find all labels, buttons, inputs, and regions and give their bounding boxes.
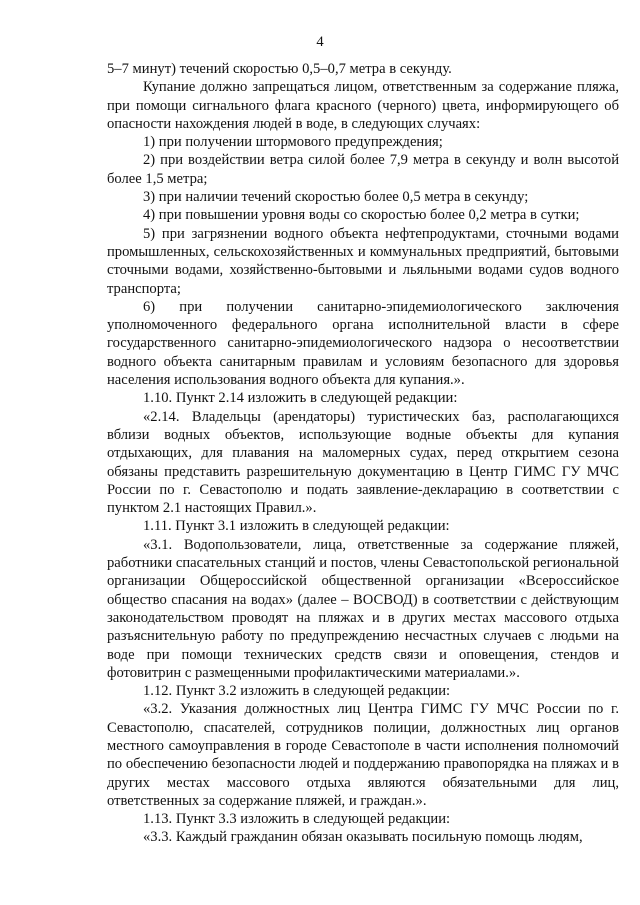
document-body [107,60,619,847]
paragraph-bathing-prohibition: Купание должно запрещаться лицом, ответственным за содержание пляжа, при помощи сигнального флага красного (черного) цвета, информирующего об опасности нахождения людей в воде, в следующих случаях: [107,79,619,132]
list-item-1: 1) при получении штормового предупреждения; [143,134,443,151]
clause-1-13: 1.13. Пункт 3.3 изложить в следующей редакции: [143,811,451,828]
clause-3-2-text: «3.2. Указания должностных лиц Центра ГИМС ГУ МЧС России по г. Севастополю, спасателей, сотрудников полиции, должностных лиц органов местного самоуправления в городе Севастополе в части исполнения полномочий по обеспечению безопасности людей и поддержанию правопорядка на пляжах и в других местах массового отдыха являются обязательными для лиц, ответственных за содержание пляжей, и граждан.». [107,701,619,809]
clause-2-14-text: «2.14. Владельцы (арендаторы) туристических баз, располагающихся вблизи водных объектов, использующие водные объекты для купания отдыхающих, для плавания на маломерных судах, перед открытием сезона обязаны представить разрешительную документацию в Центр ГИМС ГУ МЧС России по г. Севастополю и подать заявление-декларацию в соответствии с пунктом 2.1 настоящих Правил.». [107,408,619,517]
list-item-4: 4) при повышении уровня воды со скоростью более 0,2 метра в сутки; [143,207,580,224]
page-number: 4 [316,34,324,50]
paragraph-continuation: 5–7 минут) течений скоростью 0,5–0,7 метра в секунду. [107,61,452,77]
clause-3-1-text: «3.1. Водопользователи, лица, ответственные за содержание пляжей, работники спасательных станций и постов, члены Севастопольской региональной организации Общероссийской общественной организации «Всероссийское общество спасания на водах» (далее – ВОСВОД) в соответствии с действующим законодательством проводят на пляжах и в других местах массового отдыха разъяснительную работу по предупреждению несчастных случаев с людьми на воде при помощи технических средств связи и оповещения, стендов и фотовитрин с размещенными профилактическими материалами.». [107,536,619,681]
clause-1-10: 1.10. Пункт 2.14 изложить в следующей редакции: [143,390,458,407]
clause-1-12: 1.12. Пункт 3.2 изложить в следующей редакции: [143,683,451,700]
clause-1-11: 1.11. Пункт 3.1 изложить в следующей редакции: [143,518,450,535]
list-item-2: 2) при воздействии ветра силой более 7,9 метра в секунду и волн высотой более 1,5 метра; [107,152,619,187]
clause-3-3-text: «3.3. Каждый гражданин обязан оказывать посильную помощь людям, [143,829,583,846]
list-item-5: 5) при загрязнении водного объекта нефтепродуктами, сточными водами промышленных, сельскохозяйственных и коммунальных предприятий, бытовыми сточными водами, хозяйственно-бытовыми и льяльными водами судов водного транспорта; [107,225,619,297]
list-item-6: 6) при получении санитарно-эпидемиологического заключения уполномоченного федерального органа исполнительной власти в сфере государственного санитарно-эпидемиологического надзора о несоответствии водного объекта санитарным правилам и условиям безопасного для здоровья населения использования водного объекта для купания.». [107,298,619,389]
list-item-3: 3) при наличии течений скоростью более 0,5 метра в секунду; [143,189,529,206]
